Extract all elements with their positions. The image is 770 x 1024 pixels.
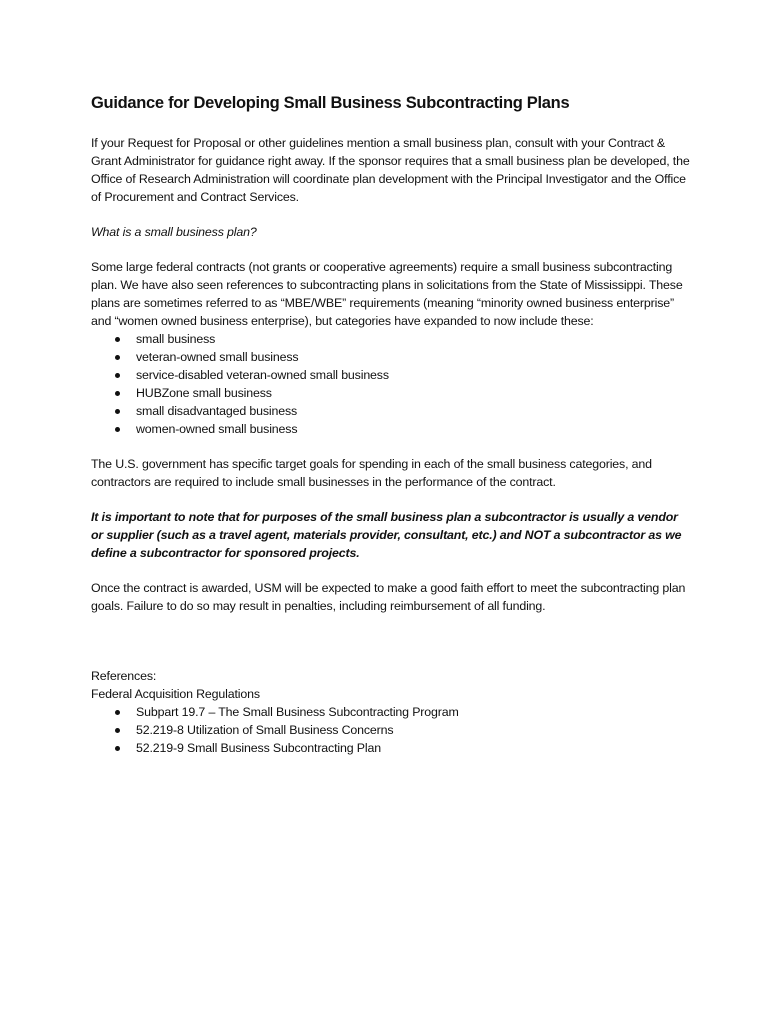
bullet-icon: [115, 337, 120, 342]
references-source: Federal Acquisition Regulations: [91, 687, 260, 701]
bullet-icon: [115, 427, 120, 432]
question-heading: What is a small business plan?: [91, 225, 257, 239]
bullet-icon: [115, 728, 120, 733]
category-label: small business: [136, 332, 216, 346]
bullet-icon: [115, 710, 120, 715]
bullet-icon: [115, 746, 120, 751]
list-item: [91, 420, 691, 438]
list-item: [91, 703, 691, 721]
category-label: service-disabled veteran-owned small business: [136, 368, 389, 382]
document-title: Guidance for Developing Small Business Subcontracting Plans: [91, 94, 570, 112]
definition-paragraph: Some large federal contracts (not grants or cooperative agreements) require a small business subcontracting plan. We have also seen references to subcontracting plans in solicitations from the State of Mississippi. These plans are sometimes referred to as “MBE/WBE” requirements (meaning “minority owned business enterprise” and “women owned business enterprise), but categories have expanded to now include these:: [91, 260, 683, 328]
references-list: [91, 703, 691, 757]
reference-label: 52.219-9 Small Business Subcontracting Plan: [136, 741, 381, 755]
references-heading: References:: [91, 669, 157, 683]
bullet-icon: [115, 391, 120, 396]
goals-paragraph: The U.S. government has specific target goals for spending in each of the small business categories, and contractors are required to include small businesses in the performance of the contract.: [91, 457, 652, 489]
list-item: [91, 348, 691, 366]
category-label: women-owned small business: [136, 422, 298, 436]
reference-label: Subpart 19.7 – The Small Business Subcontracting Program: [136, 705, 459, 719]
list-item: [91, 402, 691, 420]
list-item: [91, 330, 691, 348]
award-paragraph: Once the contract is awarded, USM will be expected to make a good faith effort to meet the subcontracting plan goals. Failure to do so may result in penalties, including reimbursement of all funding.: [91, 581, 686, 613]
bullet-icon: [115, 373, 120, 378]
category-label: small disadvantaged business: [136, 404, 298, 418]
category-label: HUBZone small business: [136, 386, 272, 400]
category-list: [91, 330, 691, 438]
intro-paragraph: If your Request for Proposal or other guidelines mention a small business plan, consult with your Contract & Grant Administrator for guidance right away. If the sponsor requires that a small business plan be developed, the Office of Research Administration will coordinate plan development with the Principal Investigator and the Office of Procurement and Contract Services.: [91, 136, 690, 204]
category-label: veteran-owned small business: [136, 350, 299, 364]
bullet-icon: [115, 409, 120, 414]
list-item: [91, 739, 691, 757]
important-note: It is important to note that for purposes of the small business plan a subcontractor is usually a vendor or supplier (such as a travel agent, materials provider, consultant, etc.) and NOT a subcontractor as we define a subcontractor for sponsored projects.: [91, 510, 682, 560]
list-item: [91, 366, 691, 384]
bullet-icon: [115, 355, 120, 360]
list-item: [91, 721, 691, 739]
document-page: [91, 92, 691, 757]
list-item: [91, 384, 691, 402]
reference-label: 52.219-8 Utilization of Small Business Concerns: [136, 723, 394, 737]
